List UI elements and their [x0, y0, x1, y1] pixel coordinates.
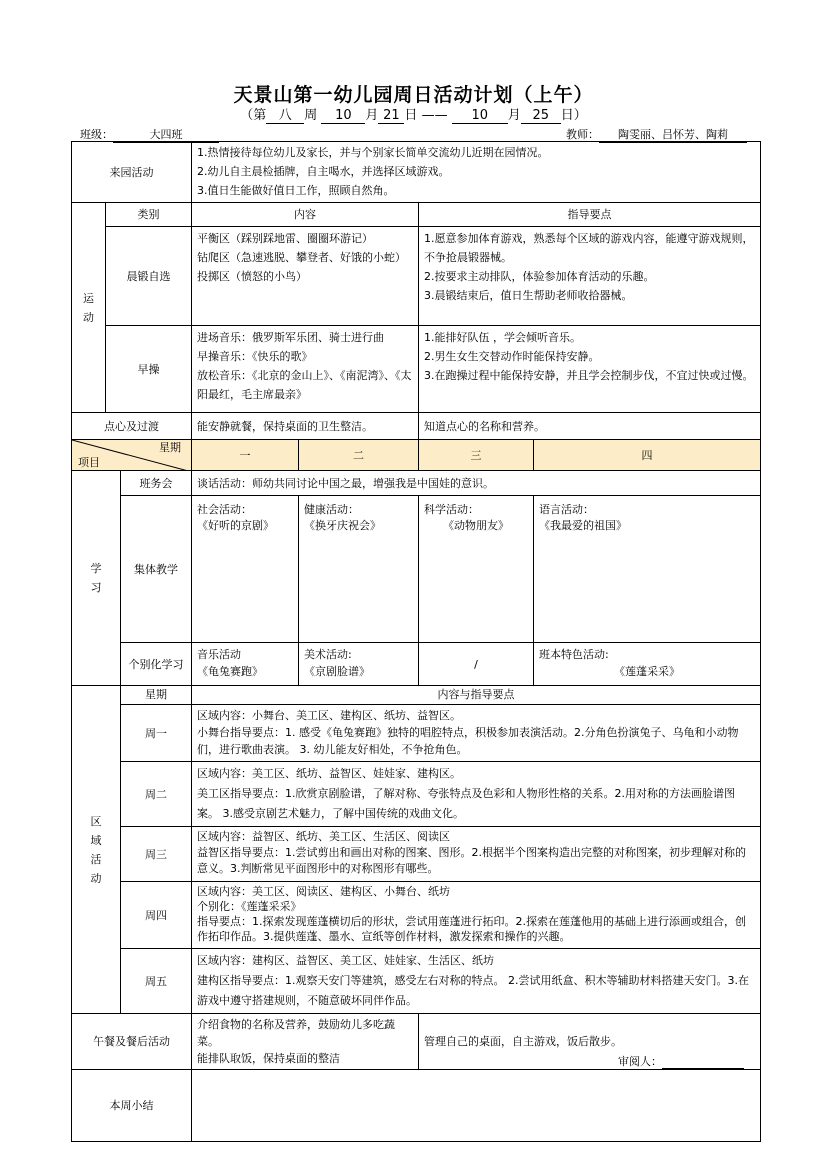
area-content-fri: 区域内容：建构区、益智区、美工区、娃娃家、生活区、纸坊 建构区指导要点：1.观察天安门等建筑，感受左右对称的特点。 2.尝试用纸盒、积木等辅助材料搭建天安门。3.在游戏中遵守搭建规则，不随意破坏同伴作品。 [192, 949, 761, 1014]
individual-learning-row [72, 643, 761, 686]
day-label: 日 [404, 108, 418, 123]
area-day-header: 星期 [121, 686, 192, 705]
group-teaching-label: 集体教学 [121, 496, 192, 643]
area-header-row [72, 686, 761, 705]
month-label: 月 [365, 108, 379, 123]
arrival-label: 来园活动 [72, 142, 192, 203]
activity-plan-table [71, 141, 761, 1142]
week-label: 周 [304, 108, 318, 123]
area-day-mon: 周一 [121, 705, 192, 762]
group-cell-mon: 社会活动： 《好听的京剧》 [192, 496, 299, 643]
page-title: 天景山第一幼儿园周日活动计划（上午） [233, 84, 594, 106]
day-tue: 二 [299, 440, 419, 471]
area-row-tue [72, 762, 761, 827]
weekday-corner [72, 440, 192, 471]
area-day-tue: 周二 [121, 762, 192, 827]
day-label-2: 日） [560, 108, 587, 123]
area-content-mon: 区域内容：小舞台、美工区、建构区、纸坊、益智区。 小舞台指导要点：1. 感受《龟兔赛跑》独特的唱腔特点，积极参加表演活动。2.分角色扮演兔子、乌龟和小动物们，进行歌曲表演。 3. 幼儿能友好相处，不争抢角色。 [192, 705, 761, 762]
class-meeting-label: 班务会 [121, 471, 192, 496]
arrival-item: 1.热情接待每位幼儿及家长，并与个别家长简单交流幼儿近期在园情况。 [197, 146, 549, 159]
day-wed: 三 [419, 440, 534, 471]
date-range [0, 104, 827, 124]
date-separator: —— [421, 108, 448, 123]
morning-drill-content: 进场音乐：俄罗斯军乐团、骑士进行曲 早操音乐：《快乐的歌》 放松音乐：《北京的金山上》、《南泥湾》、《太阳最红，毛主席最亲》 [192, 326, 419, 413]
morning-exercise-label: 晨锻自选 [106, 227, 192, 326]
teacher-label: 教师： [566, 128, 599, 141]
snack-label: 点心及过渡 [72, 413, 192, 440]
arrival-item: 3.值日生能做好值日工作，照顾自然角。 [197, 184, 395, 197]
summary-content[interactable] [192, 1070, 761, 1142]
item-label: 项目 [78, 456, 100, 469]
sport-guide-header: 指导要点 [419, 203, 761, 227]
area-content-header: 内容与指导要点 [192, 686, 761, 705]
individual-cell-mon: 音乐活动 《龟兔赛跑》 [192, 643, 299, 686]
summary-label: 本周小结 [72, 1070, 192, 1142]
class-value: 大四班 [113, 126, 219, 143]
individual-cell-tue: 美术活动: 《京剧脸谱》 [299, 643, 419, 686]
arrival-row [72, 142, 761, 203]
week-number: 八 [266, 109, 304, 124]
sport-label: 运动 [72, 203, 106, 413]
snack-guide: 知道点心的名称和营养。 [419, 413, 761, 440]
area-content-thu: 区域内容：美工区、阅读区、建构区、小舞台、纸坊 个别化：《莲蓬采采》 指导要点：1.探索发现莲蓬横切后的形状，尝试用莲蓬进行拓印。2.探索在莲蓬他用的基础上进行添画或组合，创作拓印作品。3.提供莲蓬、墨水、宣纸等创作材料，激发探索和操作的兴趣。 [192, 882, 761, 949]
sport-type-header: 类别 [106, 203, 192, 227]
area-content-tue: 区域内容：美工区、纸坊、益智区、娃娃家、建构区。 美工区指导要点：1.欣赏京剧脸谱，了解对称、夸张特点及色彩和人物形性格的关系。2.用对称的方法画脸谱图案。 3.感受京剧艺术魅力，了解中国传统的戏曲文化。 [192, 762, 761, 827]
area-row-fri [72, 949, 761, 1014]
end-day: 25 [521, 109, 561, 124]
arrival-item: 2.幼儿自主晨检插牌，自主喝水，并选择区域游戏。 [197, 165, 450, 178]
area-content-wed: 区域内容：益智区、纸坊、美工区、生活区、阅读区 益智区指导要点：1.尝试剪出和画出对称的图案、图形。2.根据半个图案构造出完整的对称图案，初步理解对称的意义。3.判断常见平面图形中的对称图形有哪些。 [192, 827, 761, 882]
group-cell-thu: 语言活动： 《我最爱的祖国》 [534, 496, 761, 643]
weekday-header-row [72, 440, 761, 471]
morning-exercise-guide: 1.愿意参加体育游戏，熟悉每个区域的游戏内容，能遵守游戏规则，不争抢晨锻器械。 2.按要求主动排队，体验参加体育活动的乐趣。 3.晨锻结束后，值日生帮助老师收拾器械。 [419, 227, 761, 326]
reviewer-label: 审阅人： [618, 1055, 662, 1068]
area-day-fri: 周五 [121, 949, 192, 1014]
reviewer-signature-line[interactable] [662, 1056, 744, 1069]
morning-drill-guide: 1.能排好队伍 ，学会倾听音乐。 2.男生女生交替动作时能保持安静。 3.在跑操过程中能保持安静，并且学会控制步伐，不宜过快或过慢。 [419, 326, 761, 413]
area-day-wed: 周三 [121, 827, 192, 882]
area-row-mon [72, 705, 761, 762]
class-meeting-row [72, 471, 761, 496]
arrival-content [192, 142, 761, 203]
start-day: 21 [378, 109, 404, 124]
area-label: 区域活动 [72, 686, 121, 1014]
group-cell-tue: 健康活动： 《换牙庆祝会》 [299, 496, 419, 643]
area-day-thu: 周四 [121, 882, 192, 949]
area-row-wed [72, 827, 761, 882]
class-meeting-content: 谈话活动：师幼共同讨论中国之最，增强我是中国娃的意识。 [192, 471, 761, 496]
day-mon: 一 [192, 440, 299, 471]
morning-exercise-row [72, 227, 761, 326]
morning-drill-label: 早操 [106, 326, 192, 413]
snack-content: 能安静就餐，保持桌面的卫生整洁。 [192, 413, 419, 440]
area-row-thu [72, 882, 761, 949]
day-thu: 四 [534, 440, 761, 471]
lunch-content: 介绍食物的名称及营养，鼓励幼儿多吃蔬菜。 能排队取饭，保持桌面的整洁 [192, 1014, 419, 1070]
morning-drill-row [72, 326, 761, 413]
lunch-label: 午餐及餐后活动 [72, 1014, 192, 1070]
reviewer [618, 1053, 744, 1069]
month-label-2: 月 [507, 108, 521, 123]
sport-content-header: 内容 [192, 203, 419, 227]
individual-learning-label: 个别化学习 [121, 643, 192, 686]
individual-cell-wed: / [419, 643, 534, 686]
group-cell-wed: 科学活动： 《动物朋友》 [419, 496, 534, 643]
sport-header-row [72, 203, 761, 227]
lunch-guide: 管理自己的桌面，自主游戏，饭后散步。 [419, 1014, 761, 1070]
individual-cell-thu: 班本特色活动: 《莲蓬采采》 [534, 643, 761, 686]
morning-exercise-content: 平衡区（踩别踩地雷、圈圈环游记） 钻爬区（急速逃脱、攀登者、好饿的小蛇） 投掷区（愤怒的小鸟） [192, 227, 419, 326]
teacher-value: 陶雯丽、吕怀芳、陶莉 [599, 126, 747, 143]
snack-row [72, 413, 761, 440]
class-label: 班级： [80, 128, 113, 141]
study-label: 学习 [72, 471, 121, 686]
date-open: （第 [240, 108, 267, 123]
start-month: 10 [321, 109, 365, 124]
end-month: 10 [452, 109, 508, 124]
group-teaching-row [72, 496, 761, 643]
summary-row [72, 1070, 761, 1142]
weekday-label: 星期 [159, 441, 182, 454]
